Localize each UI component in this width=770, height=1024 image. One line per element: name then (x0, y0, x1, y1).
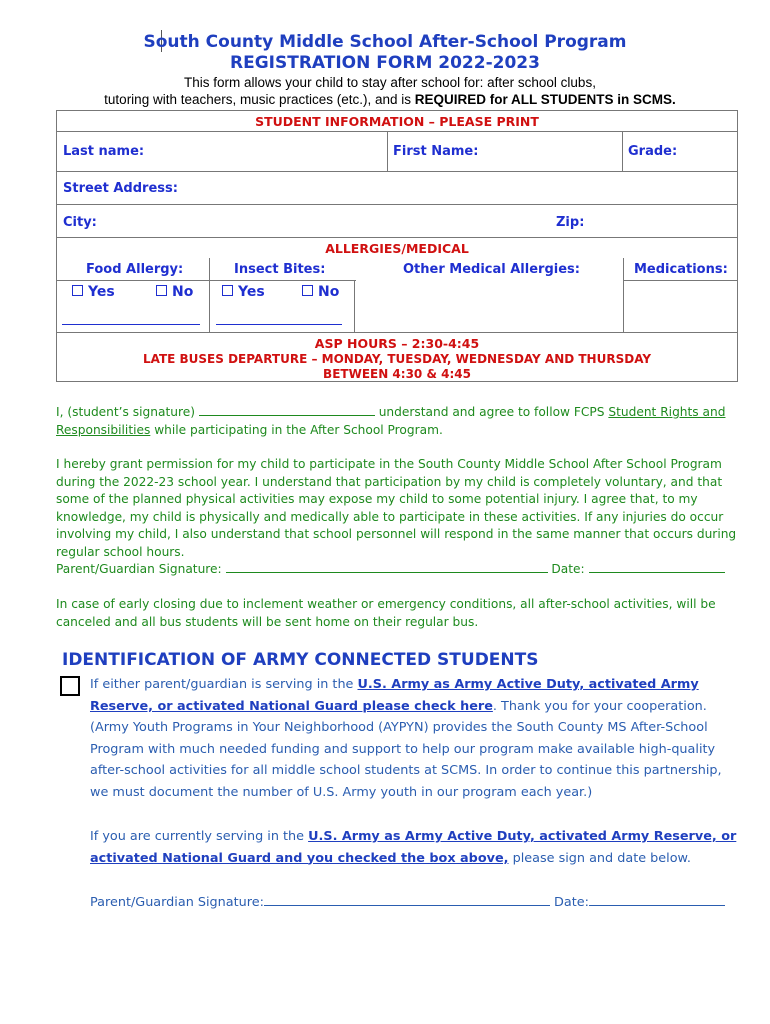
army-status-link[interactable]: U.S. Army as Army Active Duty, activated Army Reserve, or activated National Guard please check here (90, 677, 699, 714)
zip-label[interactable]: Zip: (556, 215, 585, 230)
parent-signature-row: Parent/Guardian Signature: Date: (56, 561, 746, 579)
insect-bites-detail-line[interactable] (216, 324, 342, 325)
permission-paragraph: I hereby grant permission for my child to participate in the South County Middle School After School Program during the 2022-23 school year. I understand that participation by my child is completely voluntary, and that some of the planned physical activities may expose my child to some potential injury. I agree that, to my knowledge, my child is physically and medically able to participate in these activities. If any injuries do occur involving my child, I also understand that school personnel will respond in the same manner that occurs during regular school hours. (56, 457, 737, 559)
other-medical-label: Other Medical Allergies: (403, 262, 580, 277)
food-allergy-no-checkbox[interactable]: No (156, 284, 193, 300)
student-rights-link[interactable]: Student Rights and Responsibilities (56, 405, 726, 437)
form-subtitle: REGISTRATION FORM 2022-2023 (230, 53, 540, 73)
grade-label[interactable]: Grade: (628, 144, 678, 159)
student-agreement: I, (student’s signature) understand and agree to follow FCPS Student Rights and Responsibilities while participating in the After School Program. (56, 405, 726, 437)
bus-window: BETWEEN 4:30 & 4:45 (323, 367, 471, 381)
food-allergy-yes-checkbox[interactable]: Yes (72, 284, 115, 300)
army-paragraph-1: If either parent/guardian is serving in the U.S. Army as Army Active Duty, activated Army Reserve, or activated National Guard please check here. Thank you for your cooperation. (Army Youth Programs in Your Neighborhood (AYPYN) provides the South County MS After-School Program with much needed funding and support to help our program make available high-quality after-school activities for all middle school students at SCMS. In order to continue this partnership, we must document the number of U.S. Army youth in our program each year.) (90, 677, 722, 800)
required-notice: REQUIRED for ALL STUDENTS in SCMS. (414, 92, 676, 107)
date-line[interactable] (589, 561, 725, 573)
allergies-heading: ALLERGIES/MEDICAL (325, 241, 469, 256)
first-name-label[interactable]: First Name: (393, 144, 479, 159)
student-signature-line[interactable] (199, 404, 375, 416)
checkbox-icon (302, 285, 313, 296)
food-allergy-label: Food Allergy: (86, 262, 184, 277)
form-title: South County Middle School After-School Program (143, 32, 627, 52)
insect-bites-no-checkbox[interactable]: No (302, 284, 339, 300)
army-paragraph-2: If you are currently serving in the U.S. Army as Army Active Duty, activated Army Reserve, or activated National Guard and you checked the box above, please sign and date below. (90, 829, 737, 866)
checkbox-icon (72, 285, 83, 296)
army-date-line[interactable] (589, 894, 725, 906)
army-connected-checkbox[interactable] (60, 676, 80, 696)
food-allergy-detail-line[interactable] (62, 324, 200, 325)
city-label[interactable]: City: (63, 215, 97, 230)
parent-signature-line[interactable] (226, 561, 548, 573)
late-buses: LATE BUSES DEPARTURE – MONDAY, TUESDAY, WEDNESDAY AND THURSDAY (142, 352, 652, 366)
insect-bites-label: Insect Bites: (234, 262, 326, 277)
army-signature-row: Parent/Guardian Signature: Date: (90, 892, 740, 914)
asp-hours: ASP HOURS – 2:30-4:45 (314, 336, 480, 351)
checkbox-icon (156, 285, 167, 296)
army-section-heading: IDENTIFICATION OF ARMY CONNECTED STUDENTS (62, 650, 539, 670)
medications-label: Medications: (634, 262, 728, 277)
closing-notice: In case of early closing due to inclement weather or emergency conditions, all after-school activities, will be canceled and all bus students will be sent home on their regular bus. (56, 597, 716, 629)
insect-bites-yes-checkbox[interactable]: Yes (222, 284, 265, 300)
army-status-link-2[interactable]: U.S. Army as Army Active Duty, activated Army Reserve, or activated National Guard and you checked the box above, (90, 829, 737, 866)
intro-line-2: tutoring with teachers, music practices (etc.), and is REQUIRED for ALL STUDENTS in SCMS. (104, 92, 676, 107)
army-parent-signature-line[interactable] (264, 894, 550, 906)
checkbox-icon (222, 285, 233, 296)
intro-line-1: This form allows your child to stay after school for: after school clubs, (184, 75, 596, 90)
student-info-heading: STUDENT INFORMATION – PLEASE PRINT (255, 114, 539, 129)
street-address-label[interactable]: Street Address: (63, 181, 178, 196)
last-name-label[interactable]: Last name: (63, 144, 145, 159)
